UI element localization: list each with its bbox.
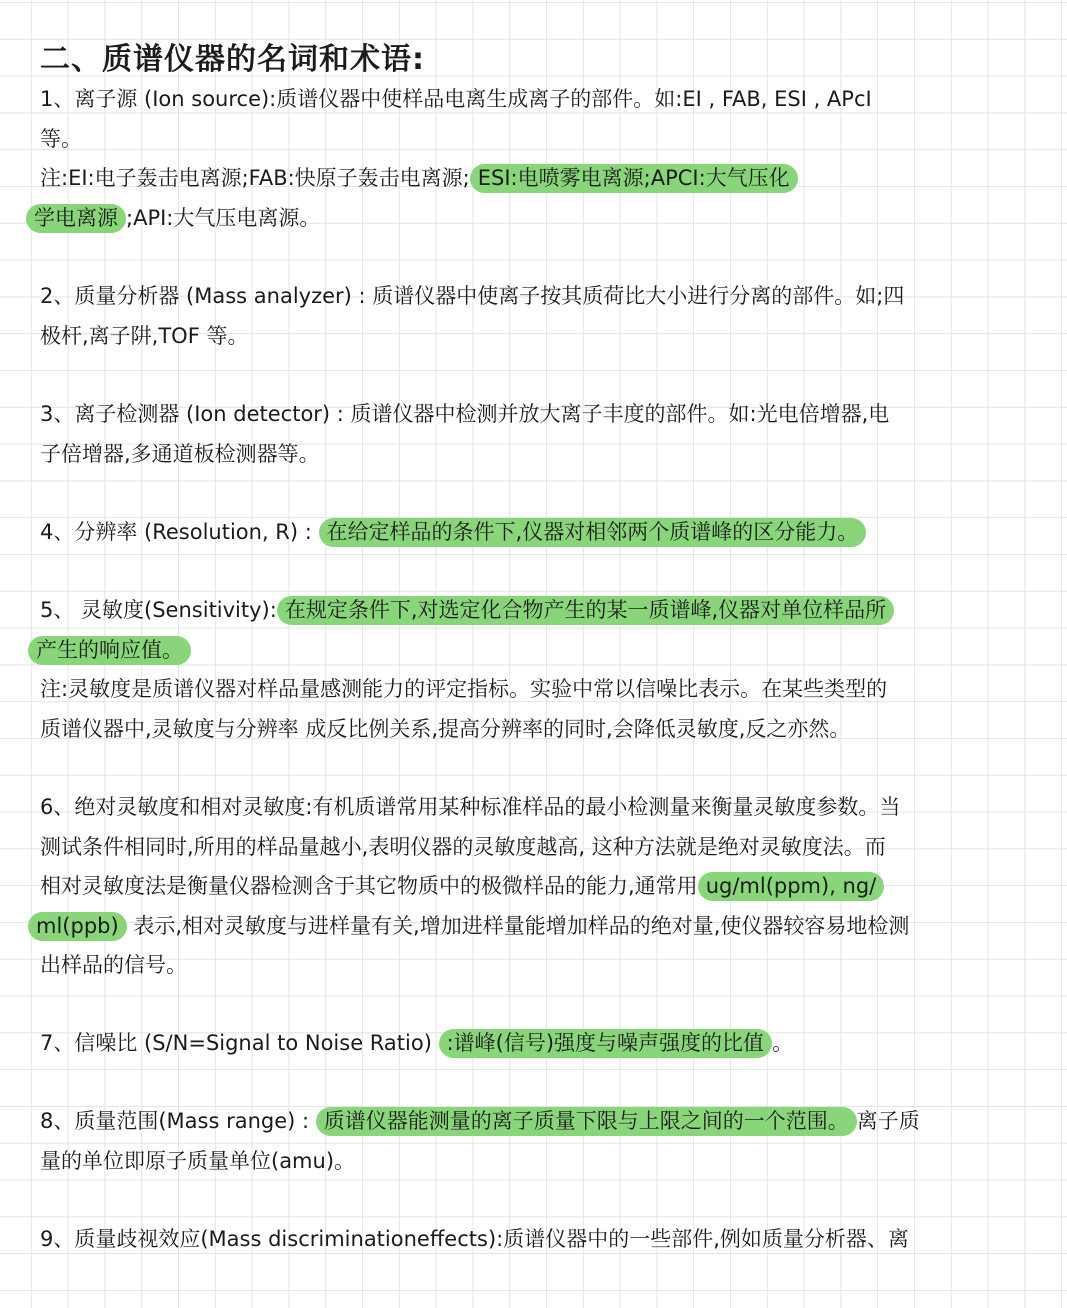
text-line: 注:灵敏度是质谱仪器对样品量感测能力的评定指标。实验中常以信噪比表示。在某些类型的 xyxy=(40,677,888,701)
text-line: 质谱仪器中,灵敏度与分辨率 成反比例关系,提高分辨率的同时,会降低灵敏度,反之亦然。 xyxy=(40,716,851,741)
text-line: 6、绝对灵敏度和相对灵敏度:有机质谱常用某种标准样品的最小检测量来衡量灵敏度参数。当 xyxy=(40,795,901,819)
text-line xyxy=(40,591,1030,631)
term-mass-discrimination xyxy=(40,1220,1030,1260)
text-run: 4、分辨率 (Resolution, R) : xyxy=(40,520,319,544)
term-signal-noise-ratio xyxy=(40,1024,1030,1064)
text-line: 量的单位即原子质量单位(amu)。 xyxy=(40,1148,356,1173)
term-ion-source xyxy=(40,80,1030,159)
text-line xyxy=(34,199,1030,239)
highlight-mark: 质谱仪器能测量的离子质量下限与上限之间的一个范围。 xyxy=(316,1107,857,1136)
text-run: 离子质 xyxy=(856,1109,920,1133)
term-mass-range xyxy=(40,1102,1030,1181)
text-line xyxy=(40,867,1030,907)
text-line xyxy=(36,907,1030,947)
text-run: 7、信噪比 (S/N=Signal to Noise Ratio) xyxy=(40,1031,439,1055)
highlight-mark: ug/ml(ppm), ng/ xyxy=(698,872,885,901)
text-line: 等。 xyxy=(40,126,82,151)
highlight-mark: 在规定条件下,对选定化合物产生的某一质谱峰,仪器对单位样品所 xyxy=(277,596,894,625)
text-run: ;API:大气压电离源。 xyxy=(126,205,321,230)
text-run: 。 xyxy=(772,1031,794,1055)
text-line: 子倍增器,多通道板检测器等。 xyxy=(40,441,320,466)
text-line: 2、质量分析器 (Mass analyzer) : 质谱仪器中使离子按其质荷比大小进行分离的部件。如;四 xyxy=(40,284,905,308)
text-line xyxy=(40,1024,1030,1064)
highlight-mark: 产生的响应值。 xyxy=(28,636,191,665)
highlight-mark: ESI:电喷雾电离源;APCI:大气压化 xyxy=(470,164,798,193)
text-line: 出样品的信号。 xyxy=(40,953,187,977)
text-run: 表示,相对灵敏度与进样量有关,增加进样量能增加样品的绝对量,使仪器较容易地检测 xyxy=(126,913,910,938)
term-ion-detector xyxy=(40,395,1030,474)
text-line xyxy=(36,631,1030,671)
text-line xyxy=(40,1102,1030,1142)
text-line: 1、离子源 (Ion source):质谱仪器中使样品电离生成离子的部件。如:EI , FAB, ESI , APcI xyxy=(40,87,872,111)
highlight-mark: ml(ppb) xyxy=(28,912,127,941)
text-line xyxy=(40,159,1030,199)
text-run: 8、质量范围(Mass range) : xyxy=(40,1109,316,1133)
note-sensitivity xyxy=(40,670,1030,749)
text-run: 相对灵敏度法是衡量仪器检测含于其它物质中的极微样品的能力,通常用 xyxy=(40,874,698,898)
text-run: 5、 灵敏度(Sensitivity): xyxy=(40,598,277,622)
section-heading: 二、质谱仪器的名词和术语: xyxy=(40,42,425,77)
text-line: 测试条件相同时,所用的样品量越小,表明仪器的灵敏度越高, 这种方法就是绝对灵敏度法。而 xyxy=(40,834,886,859)
highlight-mark: 在给定样品的条件下,仪器对相邻两个质谱峰的区分能力。 xyxy=(319,518,867,547)
term-mass-analyzer xyxy=(40,277,1030,356)
term-sensitivity xyxy=(36,591,1030,670)
text-line: 9、质量歧视效应(Mass discriminationeffects):质谱仪器中的一些部件,例如质量分析器、离 xyxy=(40,1227,909,1251)
text-line xyxy=(40,513,1030,553)
term-resolution xyxy=(40,513,1030,553)
highlight-mark: :谱峰(信号)强度与噪声强度的比值 xyxy=(439,1029,772,1058)
text-line: 极杆,离子阱,TOF 等。 xyxy=(40,323,249,348)
term-absolute-relative-sensitivity xyxy=(36,788,1030,986)
text-line: 3、离子检测器 (Ion detector) : 质谱仪器中检测并放大离子丰度的部件。如:光电倍增器,电 xyxy=(40,402,890,426)
highlight-mark: 学电离源 xyxy=(26,204,126,233)
text-run: 注:EI:电子轰击电离源;FAB:快原子轰击电离源; xyxy=(40,166,470,190)
note-ion-sources xyxy=(34,159,1030,238)
